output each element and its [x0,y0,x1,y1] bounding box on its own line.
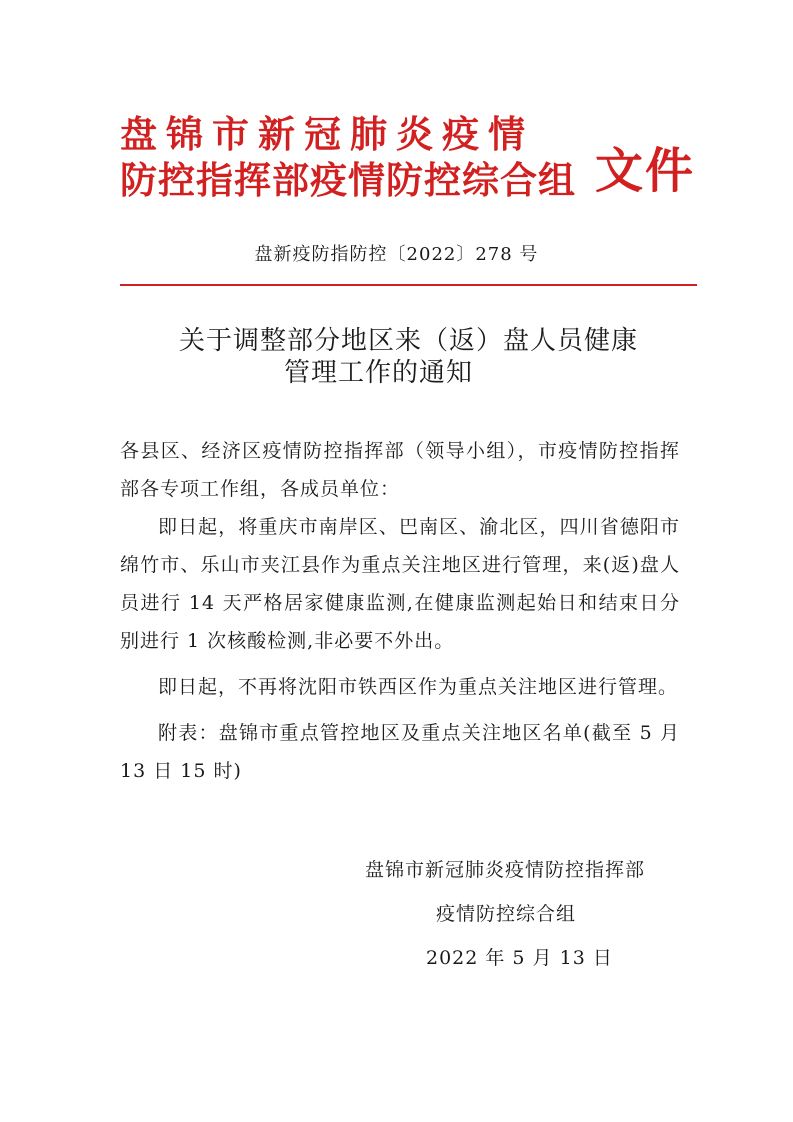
letterhead-line-1: 盘锦市新冠肺炎疫情 [120,113,534,156]
signature-date: 2022 年 5 月 13 日 [426,947,613,969]
document-title [120,325,697,389]
title-line-1: 关于调整部分地区来（返）盘人员健康 [178,326,638,356]
letterhead-line-2: 防控指挥部疫情防控综合组 [120,159,576,202]
title-line-2: 管理工作的通知 [283,358,473,388]
letterhead [120,112,700,222]
signature-group: 疫情防控综合组 [436,903,577,925]
letterhead-org-name [120,112,576,204]
signature-block [120,848,697,980]
red-divider-line [120,284,697,286]
document-body [120,432,680,790]
document-number: 盘新疫防指防控〔2022〕278 号 [254,244,539,265]
letterhead-document-label: 文件 [595,143,696,199]
body-paragraph-1: 即日起，将重庆市南岸区、巴南区、渝北区，四川省德阳市绵竹市、乐山市夹江县作为重点关注地区进行管理，来(返)盘人员进行 14 天严格居家健康监测,在健康监测起始日和结束日分别进行 1 次核酸检测,非必要不外出。 [120,516,680,652]
attachment-note: 附表：盘锦市重点管控地区及重点关注地区名单(截至 5 月 13 日 15 时) [120,722,680,782]
body-paragraph-2: 即日起，不再将沈阳市铁西区作为重点关注地区进行管理。 [158,676,679,698]
salutation: 各县区、经济区疫情防控指挥部（领导小组），市疫情防控指挥部各专项工作组，各成员单位： [120,440,680,500]
signature-organization: 盘锦市新冠肺炎疫情防控指挥部 [365,859,646,881]
